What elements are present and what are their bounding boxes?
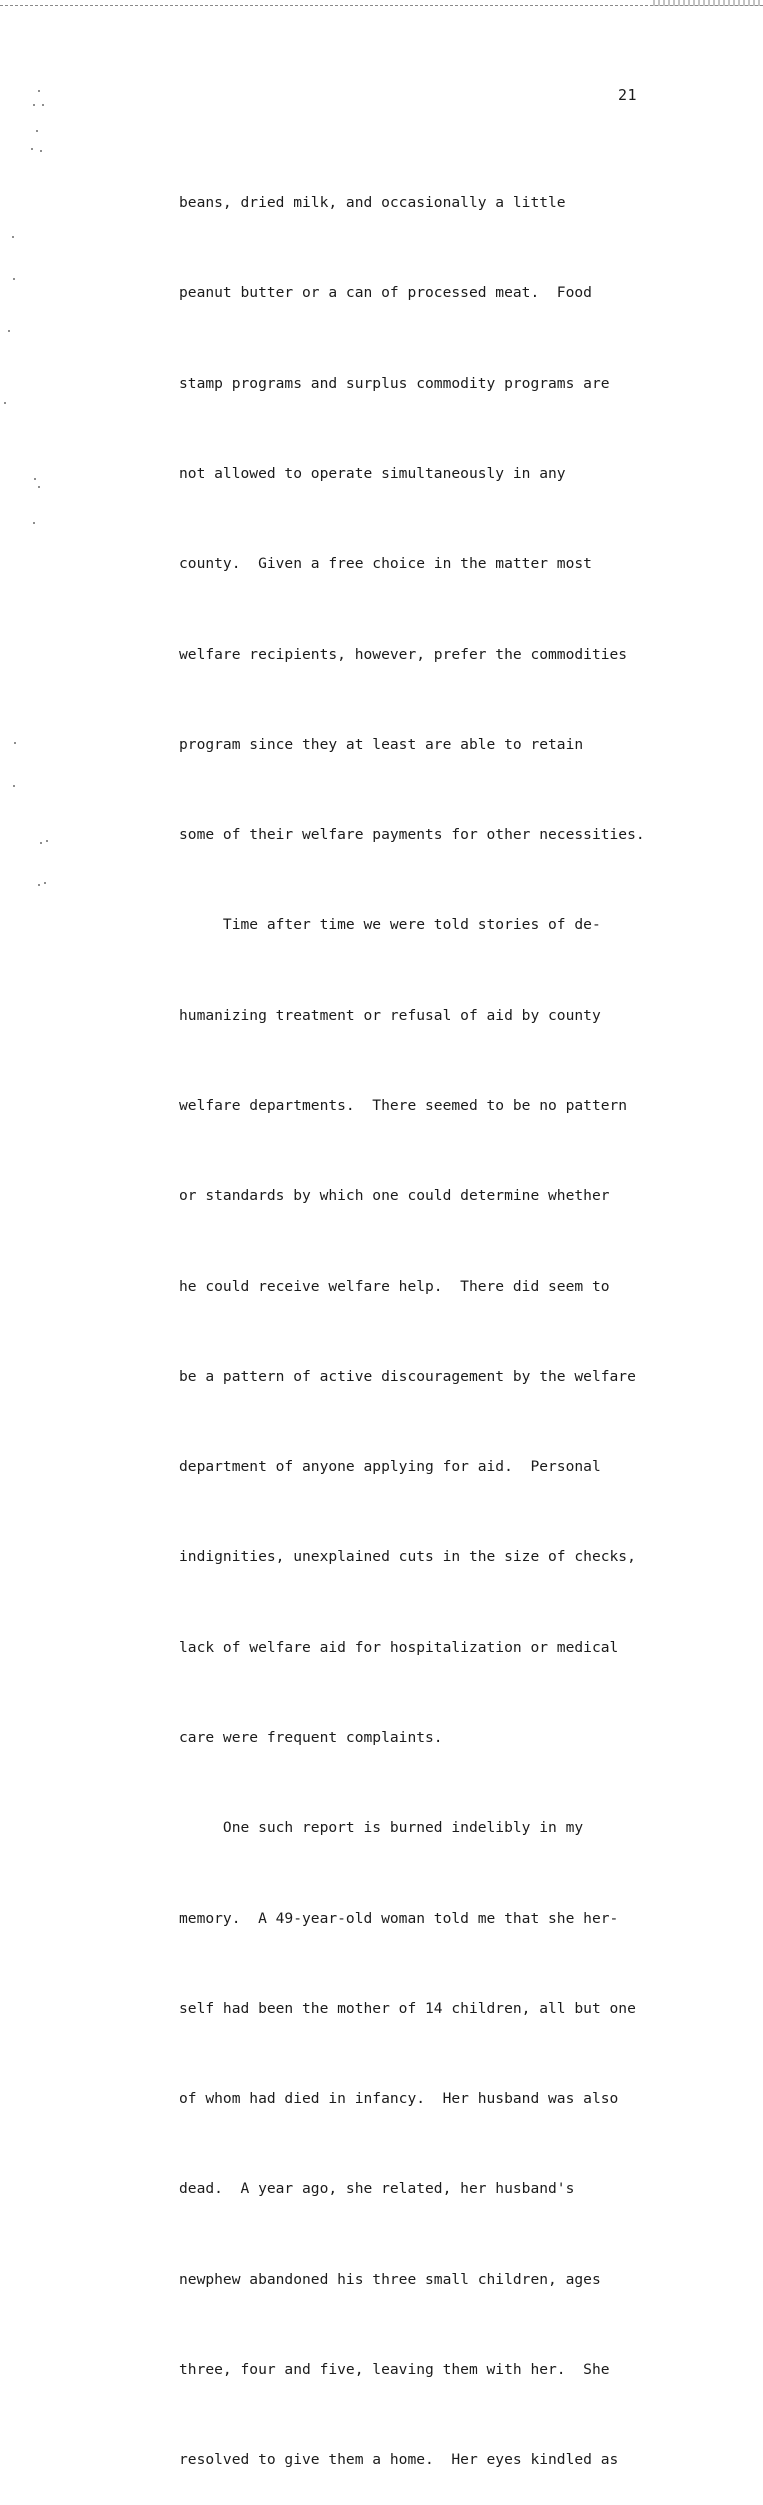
text-line: beans, dried milk, and occasionally a little [179,194,566,212]
text-line: One such report is burned indelibly in my [179,1819,584,1837]
text-line: program since they at least are able to retain [179,735,584,753]
text-line: humanizing treatment or refusal of aid by county [179,1006,601,1024]
text-line: resolved to give them a home. Her eyes kindled as [179,2451,619,2469]
text-line: welfare recipients, however, prefer the commodities [179,645,628,663]
text-line: county. Given a free choice in the matter most [179,555,592,573]
text-line: Time after time we were told stories of de- [179,916,601,934]
text-line: of whom had died in infancy. Her husband was also [179,2090,619,2108]
text-line: indignities, unexplained cuts in the size of checks, [179,1548,636,1566]
page-number: 21 [618,86,638,104]
text-line: or standards by which one could determine whether [179,1187,610,1205]
scan-top-edge [0,0,763,6]
body-text [179,128,659,2505]
text-line: department of anyone applying for aid. Personal [179,1458,601,1476]
text-line: welfare departments. There seemed to be no pattern [179,1097,628,1114]
text-line: some of their welfare payments for other necessities. [179,826,645,844]
text-line: not allowed to operate simultaneously in any [179,465,566,483]
text-line: stamp programs and surplus commodity programs are [179,374,610,392]
text-line: memory. A 49-year-old woman told me that she her- [179,1909,619,1927]
text-line: three, four and five, leaving them with her. She [179,2360,610,2378]
text-line: be a pattern of active discouragement by the welfare [179,1367,636,1385]
text-line: care were frequent complaints. [179,1728,443,1746]
text-line: he could receive welfare help. There did seem to [179,1277,610,1295]
text-line: dead. A year ago, she related, her husband's [179,2180,575,2198]
text-line: peanut butter or a can of processed meat. Food [179,284,592,302]
text-line: newphew abandoned his three small children, ages [179,2270,601,2288]
text-line: self had been the mother of 14 children, all but one [179,1999,636,2017]
text-line: lack of welfare aid for hospitalization or medical [179,1638,619,1656]
